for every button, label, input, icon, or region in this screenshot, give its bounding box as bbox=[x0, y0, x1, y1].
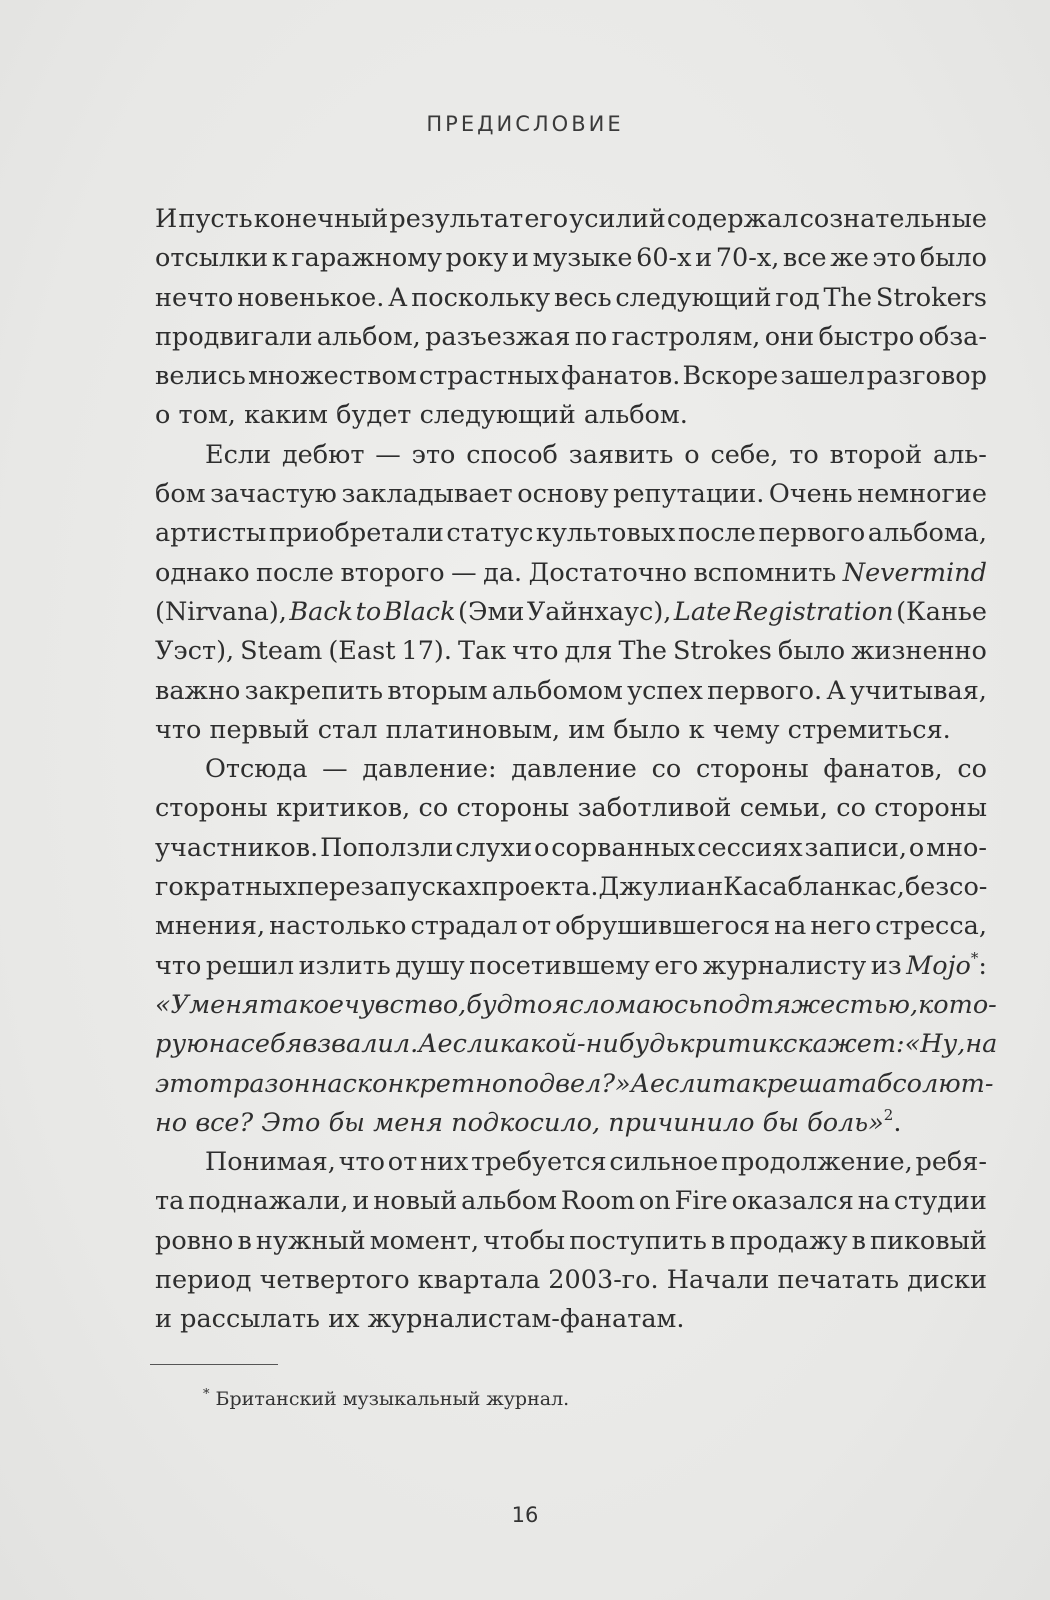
text-line bbox=[155, 986, 997, 1025]
word: важно bbox=[155, 675, 241, 706]
text-line bbox=[155, 318, 987, 357]
word: Уайнхаус), bbox=[526, 596, 672, 627]
word: Если bbox=[205, 439, 272, 470]
word: Fire bbox=[674, 1186, 728, 1217]
word: себя bbox=[240, 1029, 303, 1060]
text-line bbox=[155, 514, 987, 553]
word: стал bbox=[317, 714, 378, 745]
word: отсылки bbox=[155, 243, 269, 274]
word: продажу bbox=[729, 1225, 848, 1256]
word: журналисту bbox=[702, 950, 867, 981]
word: пиковый bbox=[870, 1225, 987, 1256]
word: критик bbox=[679, 1029, 784, 1060]
word: период bbox=[155, 1265, 252, 1296]
word: альбом. bbox=[583, 400, 688, 431]
word: фанатов, bbox=[823, 754, 943, 785]
word: множеством bbox=[248, 361, 417, 392]
text-line bbox=[155, 475, 987, 514]
word: и bbox=[155, 1304, 172, 1335]
word: Вскоре bbox=[682, 361, 779, 392]
word: по bbox=[574, 321, 608, 352]
word: Strokers bbox=[875, 282, 987, 313]
word: скажет: bbox=[783, 1029, 905, 1060]
word: что bbox=[155, 714, 202, 745]
word: конкретно bbox=[356, 1068, 508, 1099]
word: сознательные bbox=[799, 204, 987, 234]
word: культовых bbox=[535, 518, 676, 549]
word: следующий bbox=[419, 400, 576, 431]
text-line bbox=[155, 829, 987, 868]
word: такое bbox=[258, 989, 345, 1020]
word: Steam bbox=[240, 636, 323, 667]
word: гастролям, bbox=[611, 321, 761, 352]
word: следующий bbox=[615, 282, 772, 313]
word: закрепить bbox=[244, 675, 384, 706]
text-line bbox=[155, 357, 987, 396]
word: стороны bbox=[155, 793, 268, 824]
word: давление: bbox=[362, 754, 497, 785]
word: абсолют- bbox=[861, 1068, 994, 1099]
word: приобретали bbox=[268, 518, 444, 549]
word: первого bbox=[758, 518, 866, 549]
text-line bbox=[155, 672, 987, 711]
word: взвалил. bbox=[302, 1029, 419, 1060]
word: квартала bbox=[417, 1265, 541, 1296]
word: рассылать bbox=[180, 1304, 320, 1335]
word: то bbox=[789, 439, 819, 470]
word: нечто bbox=[155, 282, 234, 313]
word: 17). bbox=[401, 636, 452, 667]
word: мно- bbox=[926, 832, 987, 863]
word: велись bbox=[155, 361, 246, 392]
word: Так bbox=[457, 636, 507, 667]
word: конечный bbox=[253, 204, 389, 234]
word: Mojo*: bbox=[906, 948, 987, 981]
word: Black bbox=[383, 596, 456, 627]
word: со bbox=[836, 793, 866, 824]
word: душу bbox=[395, 950, 465, 981]
word: на bbox=[774, 911, 807, 942]
word: том, bbox=[178, 400, 236, 431]
word: к bbox=[688, 714, 705, 745]
word: излить bbox=[298, 950, 391, 981]
word: каким bbox=[244, 400, 328, 431]
word: со- bbox=[949, 872, 988, 903]
word: да. bbox=[483, 557, 523, 588]
word: Registration bbox=[733, 596, 894, 627]
word: (Nirvana), bbox=[155, 596, 287, 627]
word: давление bbox=[511, 754, 637, 785]
word: будто bbox=[466, 989, 553, 1020]
word: — bbox=[322, 754, 348, 785]
word: вторым bbox=[387, 675, 488, 706]
word: пусть bbox=[178, 204, 253, 234]
word: Касабланкас, bbox=[723, 872, 905, 903]
word: закладывает bbox=[341, 479, 513, 510]
word: поскольку bbox=[411, 282, 551, 313]
word: второго bbox=[340, 557, 445, 588]
word: что bbox=[155, 950, 202, 981]
word: (East bbox=[328, 636, 396, 667]
text-line bbox=[155, 554, 987, 593]
word: бы bbox=[328, 1107, 365, 1138]
word: дебют bbox=[281, 439, 365, 470]
word: Уэст), bbox=[155, 636, 235, 667]
word: них bbox=[420, 1147, 469, 1178]
word: продвигали bbox=[155, 321, 313, 352]
word: музыке bbox=[532, 243, 633, 274]
word: год bbox=[775, 282, 820, 313]
text-line bbox=[155, 436, 987, 475]
word: новенькое. bbox=[237, 282, 385, 313]
word: Nevermind bbox=[842, 557, 987, 588]
word: себе, bbox=[710, 439, 779, 470]
word: студии bbox=[893, 1186, 987, 1217]
word: сорванных bbox=[551, 832, 696, 863]
word: жизненно bbox=[851, 636, 987, 667]
word: Late bbox=[673, 596, 732, 627]
word: они bbox=[764, 321, 815, 352]
word: обза- bbox=[918, 321, 987, 352]
word: настолько bbox=[269, 911, 407, 942]
word: было bbox=[613, 714, 681, 745]
word: же bbox=[830, 243, 869, 274]
word: однако bbox=[155, 557, 250, 588]
word: и bbox=[695, 243, 713, 274]
word: какой-нибудь bbox=[499, 1029, 680, 1060]
word: и bbox=[511, 243, 529, 274]
word: момент, bbox=[369, 1225, 480, 1256]
word: Strokes bbox=[673, 636, 772, 667]
word: артисты bbox=[155, 518, 267, 549]
word: кото- bbox=[918, 989, 997, 1020]
word: репутации. bbox=[613, 479, 765, 510]
text-line bbox=[155, 1261, 987, 1300]
text-line bbox=[155, 907, 987, 946]
word: разъезжая bbox=[425, 321, 571, 352]
word: усилий bbox=[569, 204, 666, 234]
word: что bbox=[338, 1147, 385, 1178]
word: печатать bbox=[777, 1265, 899, 1296]
word: весь bbox=[553, 282, 612, 313]
word: со bbox=[418, 793, 449, 824]
text-line bbox=[155, 750, 987, 789]
word: обрушившегося bbox=[555, 911, 771, 942]
word: на bbox=[965, 1029, 998, 1060]
word: его bbox=[654, 950, 699, 981]
word: о bbox=[533, 832, 550, 863]
word: фанатов. bbox=[561, 361, 681, 392]
word: зачастую bbox=[210, 479, 337, 510]
text-line bbox=[155, 947, 987, 986]
word: А bbox=[630, 1068, 650, 1099]
word: причинило bbox=[608, 1107, 755, 1138]
footnote-marker: * bbox=[203, 1387, 210, 1402]
text-line bbox=[155, 868, 987, 907]
word: его bbox=[524, 204, 569, 234]
word: от bbox=[387, 1147, 418, 1178]
word: подкосило, bbox=[451, 1107, 601, 1138]
text-line bbox=[155, 593, 987, 632]
word: 70-х, bbox=[715, 243, 780, 274]
word: без bbox=[904, 872, 950, 903]
word: А bbox=[418, 1029, 438, 1060]
word: стороны bbox=[456, 793, 570, 824]
word: (Канье bbox=[896, 596, 987, 627]
text-line bbox=[155, 711, 987, 750]
word: из bbox=[870, 950, 902, 981]
word: со bbox=[651, 754, 682, 785]
text-line bbox=[155, 1182, 987, 1221]
word: него bbox=[810, 911, 872, 942]
word: решил bbox=[205, 950, 295, 981]
text-line bbox=[155, 200, 987, 239]
word: 2003-го. bbox=[548, 1265, 659, 1296]
word: второй bbox=[829, 439, 923, 470]
word: что bbox=[512, 636, 559, 667]
text-line bbox=[155, 1025, 998, 1064]
word: нас bbox=[310, 1068, 357, 1099]
word: on bbox=[638, 1186, 671, 1217]
word: ровно bbox=[155, 1225, 234, 1256]
word: Back bbox=[289, 596, 354, 627]
word: и bbox=[352, 1186, 370, 1217]
word: раз bbox=[233, 1068, 279, 1099]
word: ребя- bbox=[915, 1147, 987, 1178]
word: меня bbox=[373, 1107, 443, 1138]
word: им bbox=[568, 714, 606, 745]
word: решат bbox=[766, 1068, 862, 1099]
word: сильное bbox=[609, 1147, 719, 1178]
text-line bbox=[155, 1065, 994, 1104]
word: это bbox=[872, 243, 917, 274]
word: to bbox=[355, 596, 382, 627]
word: для bbox=[564, 636, 613, 667]
word: так bbox=[711, 1068, 767, 1099]
word: было bbox=[919, 243, 987, 274]
word: если bbox=[437, 1029, 500, 1060]
word: поступить bbox=[569, 1225, 707, 1256]
word: содержал bbox=[666, 204, 799, 234]
running-head: ПРЕДИСЛОВИЕ bbox=[426, 112, 624, 136]
word: страдал bbox=[410, 911, 518, 942]
word: стресса, bbox=[875, 911, 987, 942]
word: — bbox=[451, 557, 477, 588]
word: это bbox=[411, 439, 456, 470]
word: 60-х bbox=[636, 243, 692, 274]
word: рую bbox=[155, 1029, 209, 1060]
word: гаражному bbox=[291, 243, 443, 274]
word: все? bbox=[195, 1107, 254, 1138]
word: боль»$^2$. bbox=[807, 1105, 902, 1138]
word: на bbox=[208, 1029, 241, 1060]
word: немногие bbox=[857, 479, 987, 510]
word: мнения, bbox=[155, 911, 266, 942]
word: альбомом bbox=[491, 675, 623, 706]
word: я bbox=[552, 989, 570, 1020]
word: Отсюда bbox=[205, 754, 308, 785]
text-line bbox=[155, 396, 987, 435]
word: альбом bbox=[461, 1186, 557, 1217]
footnote-rule bbox=[150, 1364, 278, 1365]
word: нужный bbox=[255, 1225, 366, 1256]
word: сломаюсь bbox=[569, 989, 703, 1020]
word: после bbox=[256, 557, 334, 588]
word: учитывая, bbox=[849, 675, 987, 706]
word: посетившему bbox=[469, 950, 650, 981]
word: если bbox=[649, 1068, 712, 1099]
text-line bbox=[155, 1300, 987, 1339]
word: было bbox=[777, 636, 846, 667]
word: слухи bbox=[455, 832, 533, 863]
word: стремиться. bbox=[787, 714, 951, 745]
word: платиновым, bbox=[385, 714, 561, 745]
word: (Эми bbox=[458, 596, 525, 627]
paragraph bbox=[155, 750, 998, 1143]
footnote bbox=[203, 1388, 569, 1410]
word: после bbox=[677, 518, 756, 549]
text-line bbox=[155, 1104, 987, 1143]
text-line bbox=[155, 632, 987, 671]
word: «У bbox=[155, 989, 190, 1020]
paragraph bbox=[155, 200, 987, 436]
word: поднажали, bbox=[188, 1186, 349, 1217]
word: подвел?» bbox=[507, 1068, 631, 1099]
word: критиков, bbox=[276, 793, 411, 824]
word: четвертого bbox=[259, 1265, 410, 1296]
word: все bbox=[782, 243, 827, 274]
word: Поползли bbox=[320, 832, 454, 863]
body-text bbox=[155, 200, 998, 1340]
word: он bbox=[278, 1068, 311, 1099]
word: альбом, bbox=[316, 321, 421, 352]
paragraph bbox=[155, 436, 987, 750]
word: стороны bbox=[695, 754, 809, 785]
word: «Ну, bbox=[904, 1029, 966, 1060]
word: оказался bbox=[731, 1186, 854, 1217]
text-line bbox=[155, 1143, 987, 1182]
word: статус bbox=[446, 518, 534, 549]
word: их bbox=[328, 1304, 360, 1335]
word: И bbox=[155, 204, 178, 234]
word: бом bbox=[155, 479, 206, 510]
word: Это bbox=[261, 1107, 321, 1138]
word: гократных bbox=[155, 872, 297, 903]
word: альбома, bbox=[867, 518, 987, 549]
word: The bbox=[618, 636, 667, 667]
word: року bbox=[445, 243, 509, 274]
word: Начали bbox=[666, 1265, 770, 1296]
text-line bbox=[155, 789, 987, 828]
word: проекта. bbox=[481, 872, 599, 903]
word: о bbox=[684, 439, 700, 470]
word: Очень bbox=[768, 479, 853, 510]
footnote-text: Британский музыкальный журнал. bbox=[215, 1388, 570, 1410]
word: вспомнить bbox=[693, 557, 837, 588]
word: заявить bbox=[568, 439, 674, 470]
word: на bbox=[857, 1186, 890, 1217]
word: записи, bbox=[804, 832, 908, 863]
word: аль- bbox=[932, 439, 987, 470]
word: зашел bbox=[780, 361, 865, 392]
text-line bbox=[155, 1222, 987, 1261]
word: в bbox=[711, 1225, 726, 1256]
word: основу bbox=[517, 479, 609, 510]
word: чему bbox=[712, 714, 780, 745]
word: новый bbox=[373, 1186, 458, 1217]
word: диски bbox=[907, 1265, 987, 1296]
word: бы bbox=[762, 1107, 799, 1138]
word: страстных bbox=[418, 361, 559, 392]
word: The bbox=[823, 282, 873, 313]
word: к bbox=[271, 243, 288, 274]
word: первого. bbox=[707, 675, 823, 706]
word: участников. bbox=[155, 832, 319, 863]
text-line bbox=[155, 279, 987, 318]
word: успех bbox=[627, 675, 703, 706]
word: — bbox=[375, 439, 401, 470]
word: этот bbox=[155, 1068, 233, 1099]
word: Room bbox=[560, 1186, 635, 1217]
word: первый bbox=[209, 714, 310, 745]
word: продолжение, bbox=[721, 1147, 913, 1178]
word: меня bbox=[189, 989, 259, 1020]
word: чтобы bbox=[483, 1225, 566, 1256]
word: о bbox=[908, 832, 925, 863]
text-line bbox=[155, 239, 987, 278]
word: результат bbox=[389, 204, 524, 234]
word: разговор bbox=[866, 361, 987, 392]
word: журналистам-фанатам. bbox=[367, 1304, 685, 1335]
word: сессиях bbox=[697, 832, 803, 863]
word: семьи, bbox=[739, 793, 828, 824]
word: от bbox=[521, 911, 552, 942]
word: А bbox=[826, 675, 846, 706]
paragraph bbox=[155, 1143, 987, 1339]
word: заботливой bbox=[577, 793, 732, 824]
word: чувство, bbox=[344, 989, 467, 1020]
word: Понимая, bbox=[205, 1147, 336, 1178]
word: но bbox=[155, 1107, 188, 1138]
word: способ bbox=[466, 439, 558, 470]
word: в bbox=[237, 1225, 252, 1256]
word: перезапусках bbox=[296, 872, 482, 903]
word: будет bbox=[336, 400, 412, 431]
word: тяжестью, bbox=[750, 989, 919, 1020]
word: под bbox=[702, 989, 751, 1020]
word: требуется bbox=[471, 1147, 607, 1178]
word: Достаточно bbox=[528, 557, 687, 588]
word: в bbox=[851, 1225, 866, 1256]
word: Джулиан bbox=[598, 872, 724, 903]
page-number: 16 bbox=[511, 1503, 539, 1527]
word: со bbox=[957, 754, 987, 785]
word: быстро bbox=[818, 321, 915, 352]
word: та bbox=[155, 1186, 185, 1217]
word: стороны bbox=[874, 793, 987, 824]
word: о bbox=[155, 400, 171, 431]
word: А bbox=[388, 282, 408, 313]
